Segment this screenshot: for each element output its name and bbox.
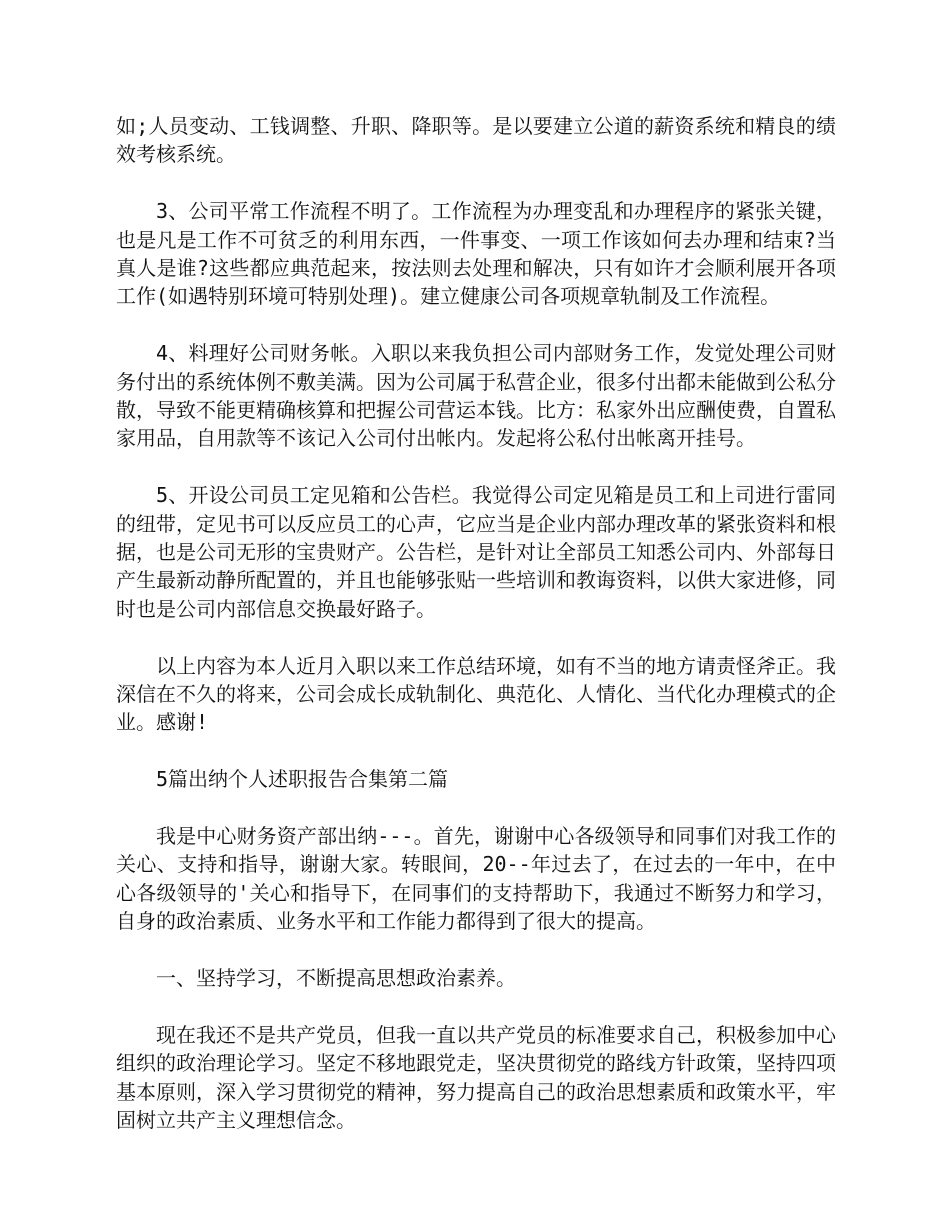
section-heading-political-study: 一、坚持学习，不断提高思想政治素养。 bbox=[156, 966, 516, 991]
paragraph-finance-accounts: 4、料理好公司财务帐。入职以来我负担公司内部财务工作，发觉处理公司财务付出的系统体例不敷美满。因为公司属于私营企业，很多付出都未能做到公私分散，导致不能更精确核算和把握公司营运本钱。比方：私家外出应酬使费，自置私家用品，自用款等不该记入公司付出帐内。发起将公私付出帐离开挂号。 bbox=[116, 341, 836, 451]
paragraph-introduction: 我是中心财务资产部出纳---。首先，谢谢中心各级领导和同事们对我工作的关心、支持和指导，谢谢大家。转眼间，20--年过去了，在过去的一年中，在中心各级领导的'关心和指导下，在同事们的支持帮助下，我通过不断努力和学习，自身的政治素质、业务水平和工作能力都得到了很大的提高。 bbox=[116, 824, 836, 934]
section-heading-second-article: 5篇出纳个人述职报告合集第二篇 bbox=[156, 767, 449, 792]
paragraph-workflow: 3、公司平常工作流程不明了。工作流程为办理变乱和办理程序的紧张关键，也是凡是工作不可贫乏的利用东西，一件事变、一项工作该如何去办理和结束?当真人是谁?这些都应典范起来，按法则去处理和解决，只有如许才会顺利展开各项工作(如遇特别环境可特别处理)。建立健康公司各项规章轨制及工作流程。 bbox=[116, 199, 836, 309]
paragraph-suggestion-box: 5、开设公司员工定见箱和公告栏。我觉得公司定见箱是员工和上司进行雷同的纽带，定见书可以反应员工的心声，它应当是企业内部办理改革的紧张资料和根据，也是公司无形的宝贵财产。公告栏，是针对让全部员工知悉公司内、外部每日产生最新动静所配置的，并且也能够张贴一些培训和教诲资料，以供大家进修，同时也是公司内部信息交换最好路子。 bbox=[116, 483, 836, 621]
paragraph-personnel-changes: 如;人员变动、工钱调整、升职、降职等。是以要建立公道的薪资系统和精良的绩效考核系统。 bbox=[116, 114, 836, 167]
paragraph-conclusion: 以上内容为本人近月入职以来工作总结环境，如有不当的地方请责怪斧正。我深信在不久的将来，公司会成长成轨制化、典范化、人情化、当代化办理模式的企业。感谢! bbox=[116, 653, 836, 735]
paragraph-party-standards: 现在我还不是共产党员，但我一直以共产党员的标准要求自己，积极参加中心组织的政治理论学习。坚定不移地跟党走，坚决贯彻党的路线方针政策，坚持四项基本原则，深入学习贯彻党的精神，努力提高自己的政治思想素质和政策水平，牢固树立共产主义理想信念。 bbox=[116, 1022, 836, 1133]
document-body bbox=[116, 112, 836, 1163]
